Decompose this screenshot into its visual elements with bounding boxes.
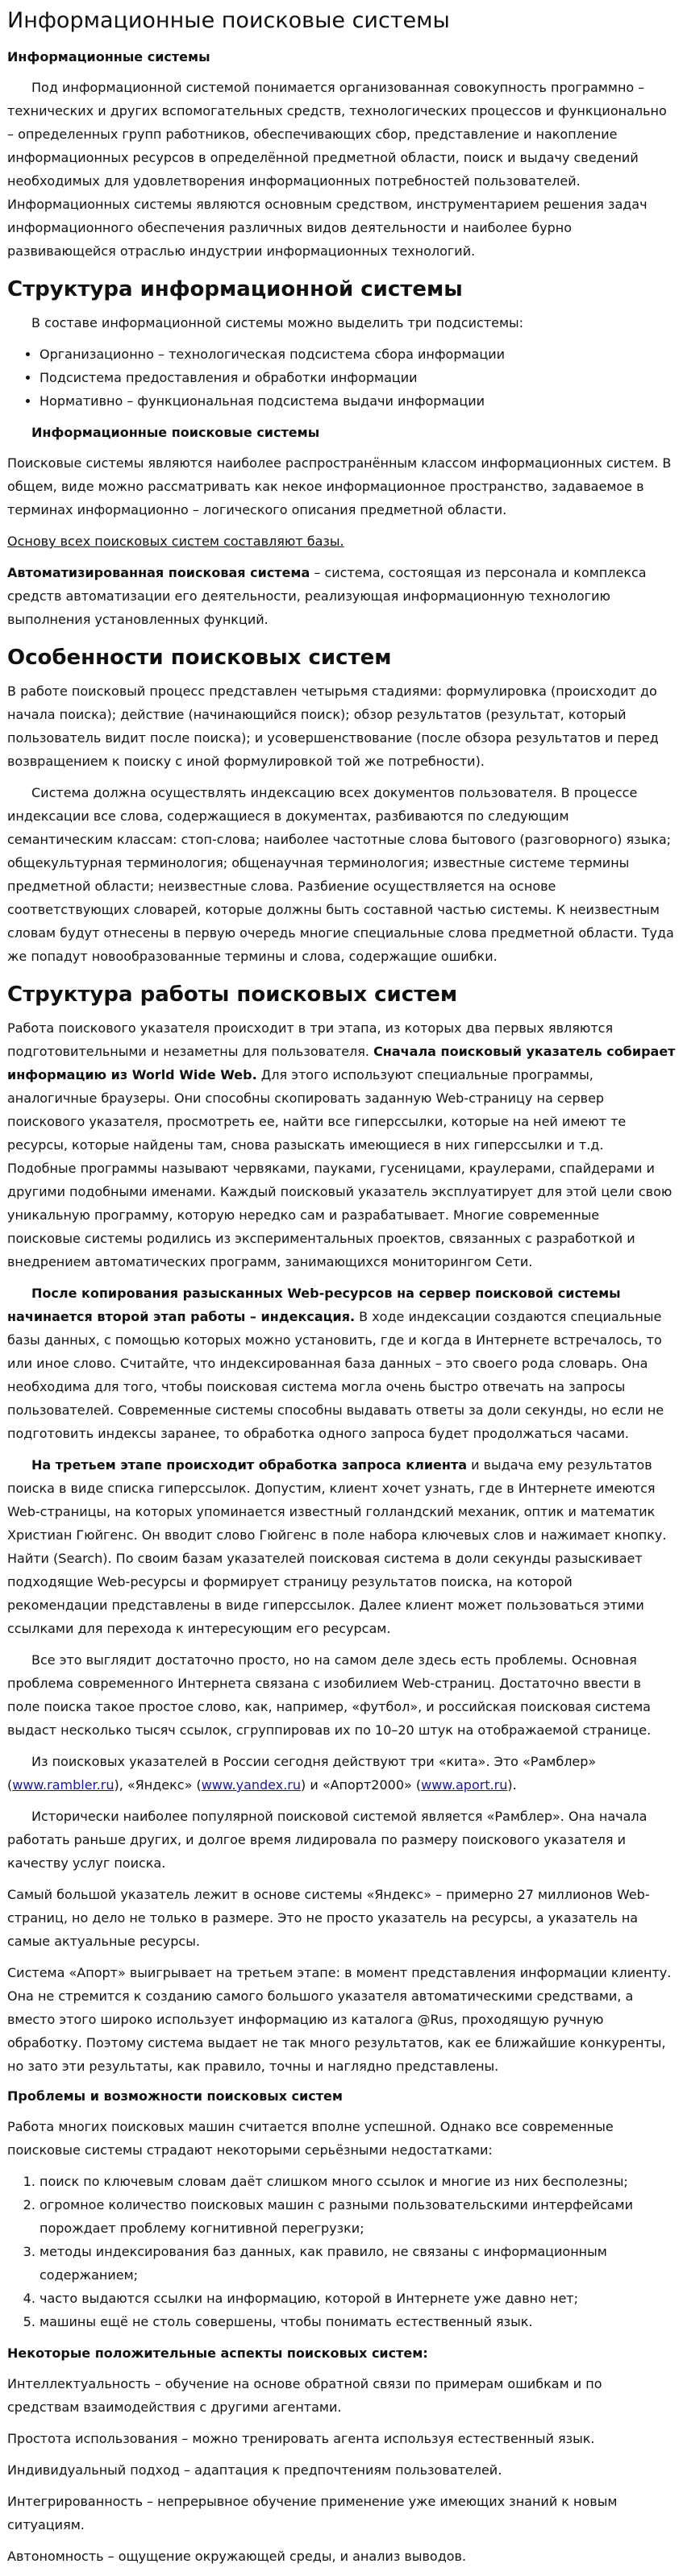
- paragraph: [7, 561, 676, 631]
- paragraph: Автономность – ощущение окружающей среды, и анализ выводов.: [7, 2549, 467, 2564]
- section-heading-problems: Проблемы и возможности поисковых систем: [7, 2088, 343, 2104]
- paragraph-text: ), «Яндекс» (: [114, 1777, 202, 1793]
- paragraph: Индивидуальный подход – адаптация к предпочтениям пользователей.: [7, 2462, 502, 2478]
- section-heading-structure: Структура информационной системы: [7, 277, 463, 301]
- list-item: • Нормативно – функциональная подсистема выдачи информации: [40, 389, 676, 413]
- paragraph: [7, 1453, 676, 1640]
- paragraph: Интегрированность – непрерывное обучение применение уже имеющих знаний к новым ситуациям.: [7, 2494, 618, 2532]
- section-heading-search-systems: Информационные поисковые системы: [31, 425, 320, 440]
- problems-list: [7, 2170, 676, 2333]
- paragraph: В работе поисковый процесс представлен четырьмя стадиями: формулировка (происходит до начала поиска); действие (начинающийся поиск); обзор результатов (результат, который пользователь видит после поиска); и усовершенствование (после обзора результатов и перед возвращением к поиску с иной формулировкой той же потребности).: [7, 683, 659, 769]
- paragraph: Простота использования – можно тренировать агента используя естественный язык.: [7, 2431, 595, 2446]
- paragraph: [7, 1282, 676, 1445]
- paragraph: Система «Апорт» выигрывает на третьем этапе: в момент представления информации клиенту. Она не стремится к созданию самого большого указателя автоматическими средствами, а вместо этого широко использует информацию из каталога @Rus, проходящую ручную обработку. Поэтому система выдает не так много результатов, как ее ближайшие конкуренты, но зато эти результаты, как правило, точны и наглядно представлены.: [7, 1965, 672, 2074]
- section-heading-work-structure: Структура работы поисковых систем: [7, 983, 458, 1007]
- list-item: 5. машины ещё не столь совершены, чтобы понимать естественный язык.: [40, 2310, 676, 2333]
- list-item: • Организационно – технологическая подсистема сбора информации: [40, 343, 676, 366]
- section-heading-positive-aspects: Некоторые положительные аспекты поисковых систем:: [7, 2345, 428, 2361]
- paragraph-text: В ходе индексации создаются специальные базы данных, с помощью которых можно установить, где и когда в Интернете встречалось, то или иное слово. Считайте, что индексированная база данных – это своего рода словарь. Она необходима для того, чтобы поисковая система могла очень быстро отвечать на запросы пользователей. Современные системы способны выдавать ответы за доли секунды, но если не подготовить индексы заранее, то обработка одного запроса будет продолжаться часами.: [7, 1309, 664, 1441]
- paragraph-text: Из поисковых указателей в России сегодня действуют три «кита». Это «Рамблер» (: [7, 1754, 597, 1793]
- list-item: • Подсистема предоставления и обработки информации: [40, 366, 676, 389]
- paragraph: Система должна осуществлять индексацию всех документов пользователя. В процессе индексации все слова, содержащиеся в документах, разбиваются по следующим семантическим классам: стоп-слова; наиболее частотные слова бытового (разговорного) языка; общекультурная терминология; общенаучная терминология; известные системе термины предметной области; неизвестные слова. Разбиение осуществляется на основе соответствующих словарей, которые должны быть составной частью системы. К неизвестным словам будут отнесены в первую очередь многие специальные слова предметной области. Туда же попадут новообразованные термины и слова, содержащие ошибки.: [7, 785, 674, 964]
- term-bold: Автоматизированная поисковая система: [7, 565, 310, 580]
- section-heading-info-systems: Информационные системы: [7, 49, 210, 64]
- paragraph: В составе информационной системы можно выделить три подсистемы:: [31, 315, 524, 330]
- paragraph-underlined: Основу всех поисковых систем составляют базы.: [7, 534, 344, 549]
- paragraph-text: ).: [507, 1777, 517, 1793]
- subsystem-list: [7, 343, 676, 413]
- paragraph: Поисковые системы являются наиболее распространённым классом информационных систем. В общем, виде можно рассматривать как некое информационное пространство, задаваемое в терминах информационно – логического описания предметной области.: [7, 455, 672, 517]
- link-rambler[interactable]: www.rambler.ru: [12, 1777, 115, 1793]
- list-item: 4. часто выдаются ссылки на информацию, которой в Интернете уже давно нет;: [40, 2287, 676, 2310]
- paragraph: Работа многих поисковых машин считается вполне успешной. Однако все современные поисковые системы страдают некоторыми серьёзными недостатками:: [7, 2119, 614, 2158]
- paragraph: [7, 1750, 676, 1797]
- bold-text: На третьем этапе происходит обработка запроса клиента: [31, 1457, 468, 1473]
- paragraph: Интеллектуальность – обучение на основе обратной связи по примерам ошибкам и по средствам взаимодействия с другими агентами.: [7, 2376, 602, 2415]
- list-item: 2. огромное количество поисковых машин с разными пользовательскими интерфейсами порождает проблему когнитивной перегрузки;: [40, 2193, 676, 2240]
- bold-text: После копирования разысканных Web-ресурсов на сервер поисковой системы начинается второй этап работы – индексация.: [7, 1286, 621, 1324]
- paragraph: Все это выглядит достаточно просто, но на самом деле здесь есть проблемы. Основная проблема современного Интернета связана с изобилием Web-страниц. Достаточно ввести в поле поиска такое простое слово, как, например, «футбол», и российская поисковая система выдаст несколько тысяч ссылок, сгруппировав их по 10–20 штук на отображаемой странице.: [7, 1652, 652, 1738]
- link-yandex[interactable]: www.yandex.ru: [201, 1777, 301, 1793]
- bold-text: Сначала поисковый указатель собирает информацию из World Wide Web.: [7, 1044, 676, 1082]
- link-aport[interactable]: www.aport.ru: [421, 1777, 508, 1793]
- paragraph-text: – система, состоящая из персонала и комплекса средств автоматизации его деятельности, реализующая информационную технологию выполнения установленных функций.: [7, 565, 647, 627]
- paragraph-text: Работа поискового указателя происходит в три этапа, из которых два первых являются подготовительными и незаметны для пользователя.: [7, 1020, 614, 1059]
- list-item: 1. поиск по ключевым словам даёт слишком много ссылок и многие из них бесполезны;: [40, 2170, 676, 2193]
- list-item: 3. методы индексирования баз данных, как правило, не связаны с информационным содержанием;: [40, 2240, 676, 2287]
- section-heading-features: Особенности поисковых систем: [7, 646, 392, 670]
- paragraph: Под информационной системой понимается организованная совокупность программно – технических и других вспомогательных средств, технологических процессов и функционально – определенных групп работников, обеспечивающих сбор, представление и накопление информационных ресурсов в определённой предметной области, поиск и выдачу сведений необходимых для удовлетворения информационных потребностей пользователей. Информационных системы являются основным средством, инструментарием решения задач информационного обеспечения различных видов деятельности и наиболее бурно развивающейся отраслью индустрии информационных технологий.: [7, 80, 667, 259]
- paragraph: [7, 1016, 676, 1273]
- paragraph-text: ) и «Апорт2000» (: [301, 1777, 422, 1793]
- paragraph-text: и выдача ему результатов поиска в виде списка гиперссылок. Допустим, клиент хочет узнать, где в Интернете имеются Web-страницы, на которых упоминается известный голландский механик, оптик и математик Христиан Гюйгенс. Он вводит слово Гюйгенс в поле набора ключевых слов и нажимает кнопку. Найти (Search). По своим базам указателей поисковая система в доли секунды разыскивает подходящие Web-ресурсы и формирует страницу результатов поиска, на которой рекомендации представлены в виде гиперссылок. Далее клиент может пользоваться этими ссылками для перехода к интересующим его ресурсам.: [7, 1457, 667, 1636]
- paragraph-text: Для этого используют специальные программы, аналогичные браузеры. Они способны скопировать заданную Web-страницу на сервер поискового указателя, просмотреть ее, найти все гиперссылки, которые на ней имеют те ресурсы, которые найдены там, снова разыскать имеющиеся в них гиперссылки и т.д. Подобные программы называют червяками, пауками, гусеницами, краулерами, спайдерами и другими подобными именами. Каждый поисковый указатель эксплуатирует для этой цели свою уникальную программу, которую нередко сам и разрабатывает. Многие современные поисковые системы родились из экспериментальных проектов, связанных с разработкой и внедрением автоматических программ, занимающихся мониторингом Сети.: [7, 1067, 673, 1269]
- paragraph: Исторически наиболее популярной поисковой системой является «Рамблер». Она начала работать раньше других, и долгое время лидировала по размеру поискового указателя и качеству услуг поиска.: [7, 1809, 648, 1871]
- paragraph: Самый большой указатель лежит в основе системы «Яндекс» – примерно 27 миллионов Web-страниц, но дело не только в размере. Это не просто указатель на ресурсы, а указатель на самые актуальные ресурсы.: [7, 1887, 650, 1949]
- page-title: Информационные поисковые системы: [7, 8, 450, 33]
